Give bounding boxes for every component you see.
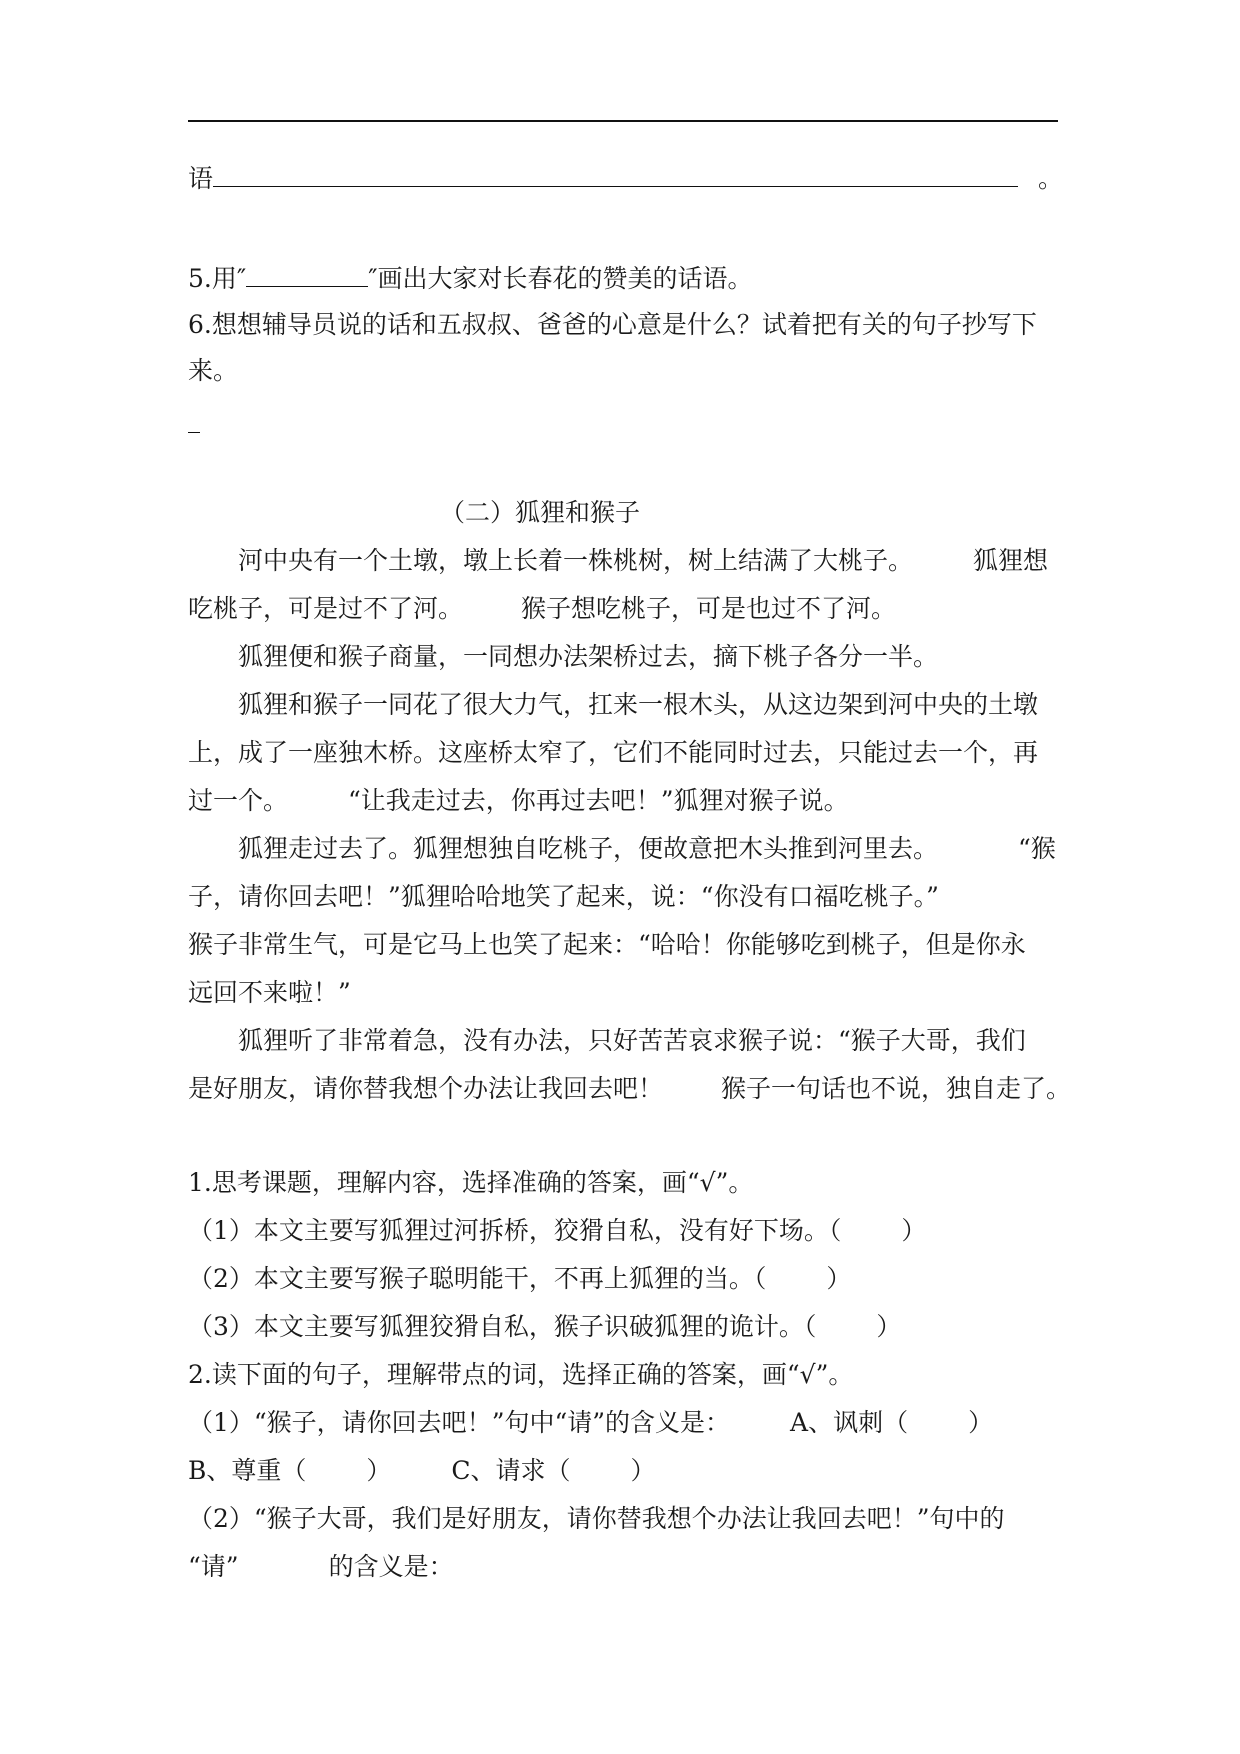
passage-line: 吃桃子，可是过不了河。 猴子想吃桃子，可是也过不了河。	[188, 594, 897, 623]
underline-sample	[246, 262, 368, 287]
question-2: 2.读下面的句子，理解带点的词，选择正确的答案，画“√”。	[188, 1360, 854, 1389]
passage-line: 狐狸走过去了。狐狸想独自吃桃子，便故意把木头推到河里去。 “猴	[238, 834, 1056, 863]
passage-line: 上，成了一座独木桥。这座桥太窄了，它们不能同时过去，只能过去一个，再	[188, 738, 1039, 767]
passage-line: 子，请你回去吧！”狐狸哈哈地笑了起来，说：“你没有口福吃桃子。”	[188, 882, 939, 911]
q1-option-1[interactable]: （1）本文主要写狐狸过河拆桥，狡猾自私，没有好下场。（ ）	[188, 1216, 927, 1245]
q2-sentence-2: （2）“猴子大哥，我们是好朋友，请你替我想个办法让我回去吧！”句中的	[188, 1504, 1005, 1533]
question-1: 1.思考课题，理解内容，选择准确的答案，画“√”。	[188, 1168, 754, 1197]
passage-title: （二）狐狸和猴子	[440, 498, 641, 527]
passage-line: 远回不来啦！”	[188, 978, 351, 1007]
question-5	[188, 262, 753, 294]
passage-line: 狐狸听了非常着急，没有办法，只好苦苦哀求猴子说：“猴子大哥，我们	[238, 1026, 1026, 1055]
q1-option-2[interactable]: （2）本文主要写猴子聪明能干，不再上狐狸的当。（ ）	[188, 1264, 852, 1293]
question-6-line2: 来。	[188, 356, 239, 385]
q4-answer-line	[188, 162, 1063, 194]
answer-dash[interactable]	[188, 432, 200, 433]
answer-blank[interactable]	[213, 162, 1018, 187]
q2-option-a[interactable]: A、讽刺（ ）	[790, 1408, 994, 1437]
passage-line: 猴子非常生气，可是它马上也笑了起来：“哈哈！你能够吃到桃子，但是你永	[188, 930, 1026, 959]
q4-suffix: 。	[1037, 164, 1063, 193]
passage-line: 是好朋友，请你替我想个办法让我回去吧！ 猴子一句话也不说，独自走了。	[188, 1074, 1072, 1103]
q2-options-bc	[188, 1456, 656, 1486]
top-rule	[188, 120, 1058, 122]
q1-option-3[interactable]: （3）本文主要写狐狸狡猾自私，猴子识破狐狸的诡计。（ ）	[188, 1312, 902, 1341]
passage-line: 河中央有一个土墩，墩上长着一株桃树，树上结满了大桃子。 狐狸想	[238, 546, 1049, 575]
passage-line: 狐狸和猴子一同花了很大力气，扛来一根木头，从这边架到河中央的土墩	[238, 690, 1039, 719]
q2-sentence-2-cont: “请” 的含义是：	[188, 1552, 454, 1581]
q5-prefix: 5.用″	[188, 264, 247, 293]
q2-sentence-1: （1）“猴子，请你回去吧！”句中“请”的含义是： A、讽刺（ ）	[188, 1408, 994, 1437]
q2-option-b[interactable]: B、尊重（ ）	[188, 1456, 392, 1485]
passage-line: 狐狸便和猴子商量，一同想办法架桥过去，摘下桃子各分一半。	[238, 642, 939, 671]
q5-suffix: ″画出大家对长春花的赞美的话语。	[368, 264, 753, 293]
question-6-line1: 6.想想辅导员说的话和五叔叔、爸爸的心意是什么？试着把有关的句子抄写下	[188, 310, 1037, 339]
passage-line: 过一个。 “让我走过去，你再过去吧！”狐狸对猴子说。	[188, 786, 849, 815]
q2-option-c[interactable]: C、请求（ ）	[451, 1456, 656, 1485]
q4-prefix: 语	[188, 164, 214, 193]
